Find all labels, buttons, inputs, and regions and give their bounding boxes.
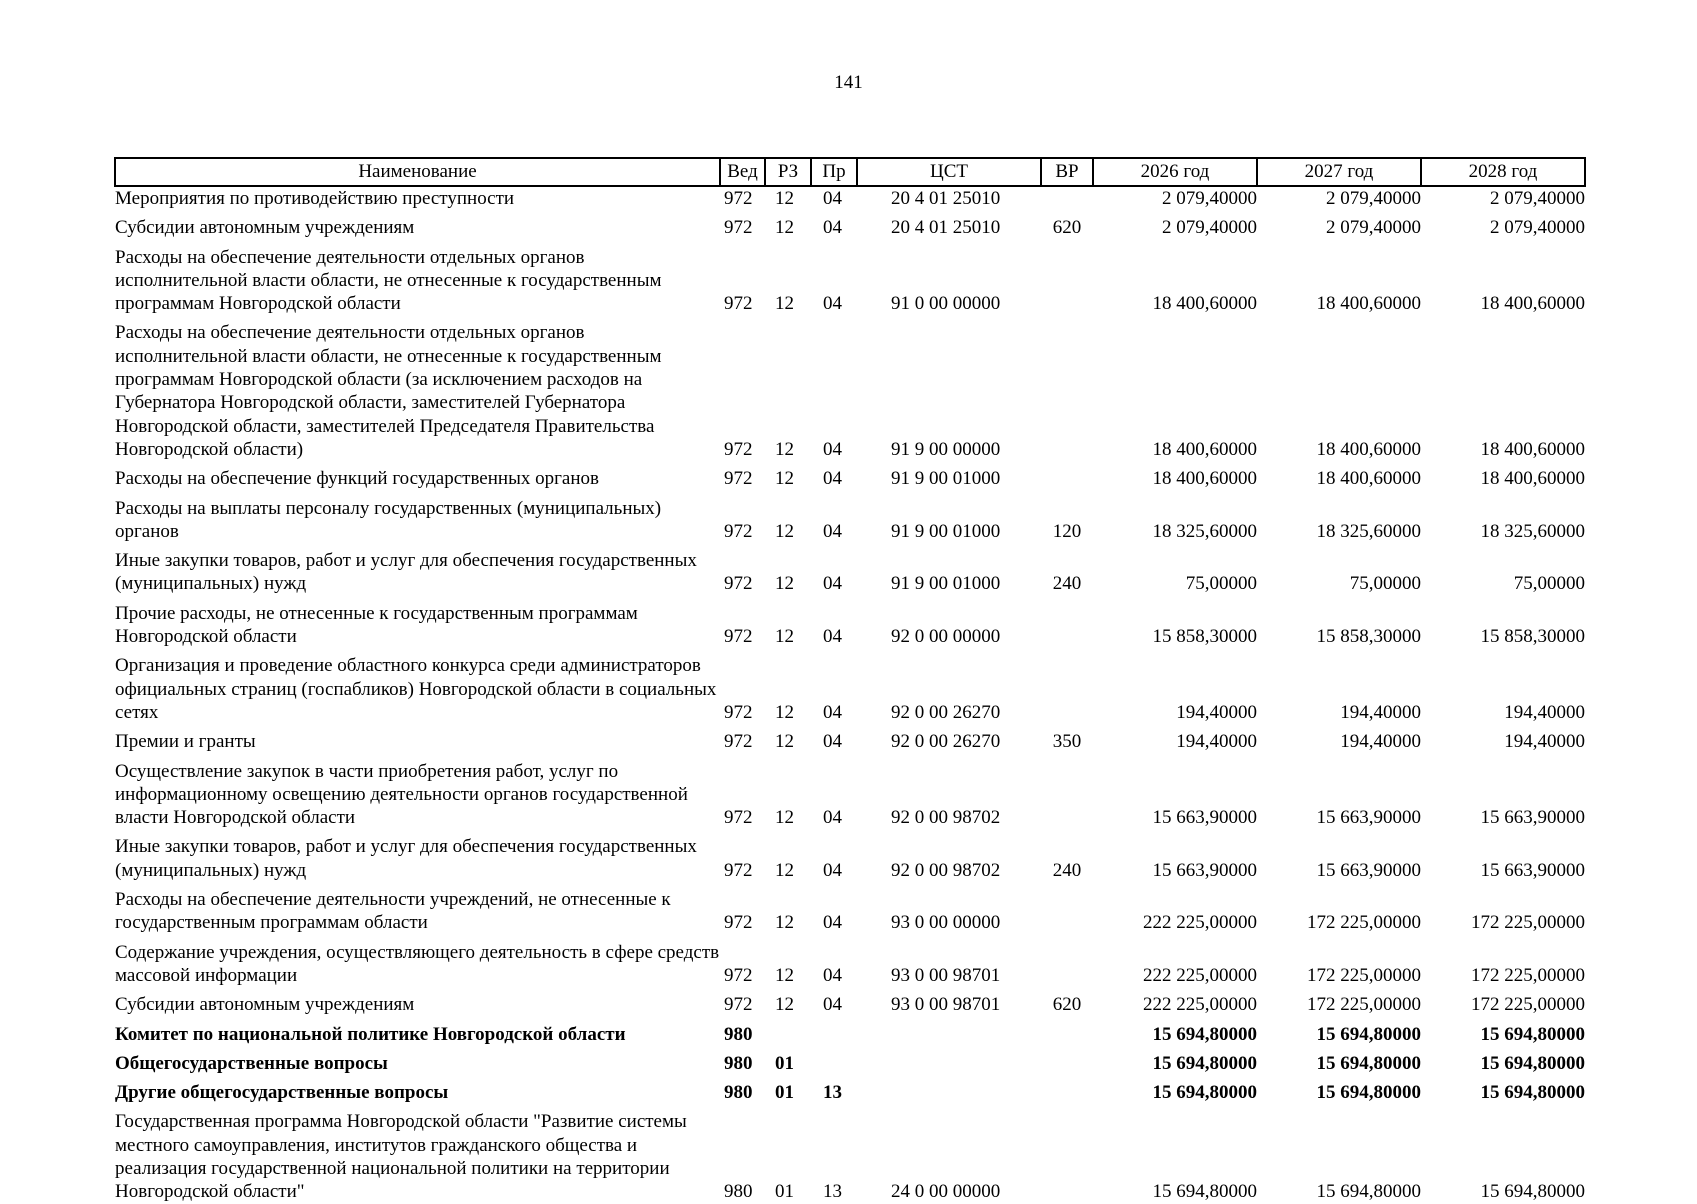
cell-cst: 92 0 00 00000 bbox=[891, 626, 1001, 648]
cell-cst bbox=[857, 1046, 1041, 1075]
cell-2026: 15 663,90000 bbox=[1152, 859, 1257, 881]
cell-2026: 2 079,40000 bbox=[1162, 188, 1257, 209]
cell-2028: 2 079,40000 bbox=[1490, 217, 1585, 239]
cell-2026: 18 400,60000 bbox=[1152, 293, 1257, 315]
table-row bbox=[115, 461, 1585, 490]
cell-vr: 240 bbox=[1052, 573, 1082, 595]
cell-rz: 12 bbox=[775, 438, 794, 460]
cell-name: Субсидии автономным учреждениям bbox=[115, 994, 415, 1016]
cell-vr: 350 bbox=[1052, 731, 1082, 753]
cell-rz: 01 bbox=[775, 1181, 794, 1203]
cell-2027: 15 694,80000 bbox=[1316, 1052, 1421, 1074]
cell-2027: 194,40000 bbox=[1340, 731, 1421, 753]
page-number: 141 bbox=[834, 72, 863, 93]
cell-pr: 04 bbox=[823, 912, 842, 934]
cell-vr bbox=[1041, 882, 1093, 935]
cell-pr: 04 bbox=[823, 293, 842, 315]
cell-rz: 12 bbox=[775, 964, 794, 986]
table-row bbox=[115, 186, 1585, 210]
cell-cst: 20 4 01 25010 bbox=[891, 188, 1001, 209]
col-header-rz: РЗ bbox=[765, 158, 811, 186]
cell-2026: 15 858,30000 bbox=[1152, 626, 1257, 648]
cell-cst: 91 0 00 00000 bbox=[891, 293, 1001, 315]
cell-2027: 172 225,00000 bbox=[1307, 964, 1421, 986]
cell-rz: 12 bbox=[775, 859, 794, 881]
cell-rz bbox=[765, 1017, 811, 1046]
cell-ved: 972 bbox=[724, 573, 753, 595]
cell-vr bbox=[1041, 935, 1093, 988]
cell-cst: 91 9 00 01000 bbox=[891, 573, 1001, 595]
cell-pr bbox=[811, 1017, 857, 1046]
cell-pr: 13 bbox=[823, 1181, 842, 1203]
cell-ved: 972 bbox=[724, 468, 753, 490]
col-header-pr: Пр bbox=[811, 158, 857, 186]
cell-ved: 972 bbox=[724, 293, 753, 315]
col-header-2027: 2027 год bbox=[1257, 158, 1421, 186]
col-header-2026: 2026 год bbox=[1093, 158, 1257, 186]
cell-2026: 222 225,00000 bbox=[1143, 994, 1257, 1016]
cell-2026: 75,00000 bbox=[1185, 573, 1257, 595]
cell-ved: 972 bbox=[724, 731, 753, 753]
cell-rz: 12 bbox=[775, 912, 794, 934]
cell-pr: 13 bbox=[823, 1082, 842, 1104]
cell-name: Расходы на обеспечение деятельности отдельных органов исполнительной власти области, не отнесенные к государственным программам Новгородской области (за исключением расходов на Губернатора Новгородской области, заместителей Губернатора Новгородской области, заместителей Председателя Правительства Новгородской области) bbox=[115, 322, 662, 460]
cell-name: Комитет по национальной политике Новгородской области bbox=[115, 1023, 626, 1045]
cell-vr bbox=[1041, 1075, 1093, 1104]
table-row bbox=[115, 882, 1585, 935]
cell-ved: 972 bbox=[724, 438, 753, 460]
cell-name: Другие общегосударственные вопросы bbox=[115, 1082, 449, 1104]
cell-2028: 15 694,80000 bbox=[1480, 1023, 1585, 1045]
cell-cst: 92 0 00 26270 bbox=[891, 701, 1001, 723]
cell-ved: 980 bbox=[724, 1082, 753, 1104]
table-row bbox=[115, 491, 1585, 544]
table-row bbox=[115, 315, 1585, 461]
cell-cst: 93 0 00 00000 bbox=[891, 912, 1001, 934]
cell-2027: 15 663,90000 bbox=[1316, 859, 1421, 881]
cell-pr: 04 bbox=[823, 964, 842, 986]
cell-2026: 18 325,60000 bbox=[1152, 520, 1257, 542]
cell-rz: 12 bbox=[775, 468, 794, 490]
cell-vr bbox=[1041, 240, 1093, 316]
table-row bbox=[115, 648, 1585, 724]
cell-2027: 18 400,60000 bbox=[1316, 438, 1421, 460]
cell-2027: 15 694,80000 bbox=[1316, 1181, 1421, 1203]
cell-pr: 04 bbox=[823, 520, 842, 542]
cell-name: Иные закупки товаров, работ и услуг для обеспечения государственных (муниципальных) нужд bbox=[115, 836, 697, 881]
cell-cst bbox=[857, 1075, 1041, 1104]
cell-rz: 01 bbox=[775, 1082, 794, 1104]
cell-pr: 04 bbox=[823, 731, 842, 753]
cell-2026: 15 694,80000 bbox=[1152, 1052, 1257, 1074]
table-row bbox=[115, 1075, 1585, 1104]
cell-rz: 12 bbox=[775, 994, 794, 1016]
cell-2026: 18 400,60000 bbox=[1152, 438, 1257, 460]
cell-rz: 12 bbox=[775, 573, 794, 595]
cell-2028: 15 663,90000 bbox=[1480, 859, 1585, 881]
cell-ved: 972 bbox=[724, 807, 753, 829]
cell-name: Субсидии автономным учреждениям bbox=[115, 217, 415, 239]
table-row bbox=[115, 1104, 1585, 1203]
cell-rz: 12 bbox=[775, 217, 794, 239]
cell-2028: 172 225,00000 bbox=[1471, 994, 1585, 1016]
cell-2027: 75,00000 bbox=[1349, 573, 1421, 595]
cell-ved: 972 bbox=[724, 520, 753, 542]
cell-vr bbox=[1041, 1046, 1093, 1075]
table-row bbox=[115, 210, 1585, 239]
cell-ved: 972 bbox=[724, 994, 753, 1016]
cell-2026: 15 694,80000 bbox=[1152, 1181, 1257, 1203]
cell-2028: 18 325,60000 bbox=[1480, 520, 1585, 542]
cell-name: Осуществление закупок в части приобретения работ, услуг по информационному освещению деятельности органов государственной власти Новгородской области bbox=[115, 760, 688, 829]
cell-pr: 04 bbox=[823, 188, 842, 209]
cell-cst: 92 0 00 98702 bbox=[891, 807, 1001, 829]
cell-2026: 15 663,90000 bbox=[1152, 807, 1257, 829]
cell-name: Содержание учреждения, осуществляющего деятельность в сфере средств массовой информации bbox=[115, 941, 720, 986]
cell-ved: 972 bbox=[724, 912, 753, 934]
cell-ved: 980 bbox=[724, 1023, 753, 1045]
cell-vr bbox=[1041, 648, 1093, 724]
cell-2028: 15 663,90000 bbox=[1480, 807, 1585, 829]
cell-2028: 18 400,60000 bbox=[1480, 293, 1585, 315]
cell-2028: 194,40000 bbox=[1504, 731, 1585, 753]
cell-2028: 15 694,80000 bbox=[1480, 1052, 1585, 1074]
cell-name: Иные закупки товаров, работ и услуг для обеспечения государственных (муниципальных) нужд bbox=[115, 550, 697, 595]
col-header-ved: Вед bbox=[720, 158, 765, 186]
cell-2026: 2 079,40000 bbox=[1162, 217, 1257, 239]
cell-ved: 980 bbox=[724, 1181, 753, 1203]
table-row bbox=[115, 987, 1585, 1016]
cell-2028: 15 858,30000 bbox=[1480, 626, 1585, 648]
cell-ved: 972 bbox=[724, 188, 753, 209]
cell-name: Расходы на обеспечение функций государственных органов bbox=[115, 468, 599, 490]
cell-rz: 12 bbox=[775, 807, 794, 829]
table-row bbox=[115, 1046, 1585, 1075]
cell-rz: 12 bbox=[775, 293, 794, 315]
cell-cst: 20 4 01 25010 bbox=[891, 217, 1001, 239]
cell-2026: 15 694,80000 bbox=[1152, 1023, 1257, 1045]
cell-pr: 04 bbox=[823, 468, 842, 490]
cell-2028: 172 225,00000 bbox=[1471, 912, 1585, 934]
cell-2028: 75,00000 bbox=[1513, 573, 1585, 595]
cell-name: Организация и проведение областного конкурса среди администраторов официальных страниц (госпабликов) Новгородской области в социальных сетях bbox=[115, 655, 717, 723]
cell-ved: 972 bbox=[724, 701, 753, 723]
cell-2026: 18 400,60000 bbox=[1152, 468, 1257, 490]
cell-rz: 12 bbox=[775, 188, 794, 209]
table-row bbox=[115, 724, 1585, 753]
cell-2026: 194,40000 bbox=[1176, 731, 1257, 753]
col-header-name: Наименование bbox=[115, 158, 720, 186]
table-header-row bbox=[115, 158, 1585, 186]
cell-2027: 15 694,80000 bbox=[1316, 1082, 1421, 1104]
cell-2028: 2 079,40000 bbox=[1490, 188, 1585, 209]
cell-vr: 620 bbox=[1052, 217, 1082, 239]
table-row bbox=[115, 829, 1585, 882]
cell-pr: 04 bbox=[823, 807, 842, 829]
cell-2028: 172 225,00000 bbox=[1471, 964, 1585, 986]
cell-pr: 04 bbox=[823, 859, 842, 881]
cell-pr: 04 bbox=[823, 438, 842, 460]
cell-pr bbox=[811, 1046, 857, 1075]
cell-name: Расходы на обеспечение деятельности учреждений, не отнесенные к государственным программам области bbox=[115, 889, 671, 934]
cell-2026: 222 225,00000 bbox=[1143, 912, 1257, 934]
cell-2027: 18 325,60000 bbox=[1316, 520, 1421, 542]
cell-rz: 12 bbox=[775, 731, 794, 753]
cell-rz: 12 bbox=[775, 626, 794, 648]
table-row bbox=[115, 596, 1585, 649]
cell-vr bbox=[1041, 186, 1093, 210]
cell-2027: 18 400,60000 bbox=[1316, 468, 1421, 490]
cell-2027: 15 694,80000 bbox=[1316, 1023, 1421, 1045]
col-header-vr: ВР bbox=[1041, 158, 1093, 186]
cell-ved: 972 bbox=[724, 964, 753, 986]
cell-name: Государственная программа Новгородской области "Развитие системы местного самоуправления, институтов гражданского общества и реализация государственной национальной политики на территории Новгородской области" bbox=[115, 1111, 687, 1203]
table-row bbox=[115, 240, 1585, 316]
cell-2028: 18 400,60000 bbox=[1480, 438, 1585, 460]
cell-cst: 24 0 00 00000 bbox=[891, 1181, 1001, 1203]
cell-2027: 172 225,00000 bbox=[1307, 994, 1421, 1016]
cell-2026: 194,40000 bbox=[1176, 701, 1257, 723]
cell-2027: 15 858,30000 bbox=[1316, 626, 1421, 648]
cell-ved: 972 bbox=[724, 626, 753, 648]
cell-cst bbox=[857, 1017, 1041, 1046]
table-row bbox=[115, 754, 1585, 830]
cell-2027: 194,40000 bbox=[1340, 701, 1421, 723]
cell-ved: 972 bbox=[724, 217, 753, 239]
col-header-2028: 2028 год bbox=[1421, 158, 1585, 186]
table-body bbox=[115, 186, 1585, 1204]
table-row bbox=[115, 935, 1585, 988]
cell-name: Премии и гранты bbox=[115, 731, 256, 753]
col-header-cst: ЦСТ bbox=[857, 158, 1041, 186]
cell-2028: 15 694,80000 bbox=[1480, 1181, 1585, 1203]
cell-ved: 980 bbox=[724, 1052, 753, 1074]
cell-vr bbox=[1041, 1104, 1093, 1203]
cell-2026: 222 225,00000 bbox=[1143, 964, 1257, 986]
cell-2027: 2 079,40000 bbox=[1326, 188, 1421, 209]
cell-2028: 18 400,60000 bbox=[1480, 468, 1585, 490]
cell-pr: 04 bbox=[823, 626, 842, 648]
cell-2026: 15 694,80000 bbox=[1152, 1082, 1257, 1104]
table-row bbox=[115, 543, 1585, 596]
cell-rz: 12 bbox=[775, 520, 794, 542]
cell-2027: 172 225,00000 bbox=[1307, 912, 1421, 934]
cell-2027: 2 079,40000 bbox=[1326, 217, 1421, 239]
cell-pr: 04 bbox=[823, 217, 842, 239]
cell-name: Мероприятия по противодействию преступности bbox=[115, 188, 515, 209]
cell-cst: 92 0 00 26270 bbox=[891, 731, 1001, 753]
cell-cst: 91 9 00 01000 bbox=[891, 468, 1001, 490]
cell-vr bbox=[1041, 754, 1093, 830]
cell-2028: 15 694,80000 bbox=[1480, 1082, 1585, 1104]
cell-2028: 194,40000 bbox=[1504, 701, 1585, 723]
cell-rz: 12 bbox=[775, 701, 794, 723]
cell-vr bbox=[1041, 596, 1093, 649]
cell-vr: 240 bbox=[1052, 859, 1082, 881]
cell-pr: 04 bbox=[823, 701, 842, 723]
cell-vr bbox=[1041, 315, 1093, 461]
cell-name: Прочие расходы, не отнесенные к государственным программам Новгородской области bbox=[115, 602, 638, 648]
cell-cst: 91 9 00 01000 bbox=[891, 520, 1001, 542]
table-row bbox=[115, 1017, 1585, 1046]
cell-ved: 972 bbox=[724, 859, 753, 881]
cell-cst: 93 0 00 98701 bbox=[891, 994, 1001, 1016]
cell-vr: 620 bbox=[1052, 994, 1082, 1016]
budget-table bbox=[114, 157, 1586, 1204]
cell-2027: 18 400,60000 bbox=[1316, 293, 1421, 315]
cell-name: Расходы на выплаты персоналу государственных (муниципальных) органов bbox=[115, 497, 662, 542]
cell-name: Общегосударственные вопросы bbox=[115, 1052, 388, 1074]
cell-pr: 04 bbox=[823, 573, 842, 595]
cell-pr: 04 bbox=[823, 994, 842, 1016]
cell-cst: 91 9 00 00000 bbox=[891, 438, 1001, 460]
cell-vr bbox=[1041, 461, 1093, 490]
cell-cst: 93 0 00 98701 bbox=[891, 964, 1001, 986]
cell-name: Расходы на обеспечение деятельности отдельных органов исполнительной власти области, не отнесенные к государственным программам Новгородской области bbox=[115, 246, 662, 315]
cell-vr: 120 bbox=[1052, 520, 1082, 542]
cell-vr bbox=[1041, 1017, 1093, 1046]
cell-rz: 01 bbox=[775, 1052, 794, 1074]
cell-2027: 15 663,90000 bbox=[1316, 807, 1421, 829]
cell-cst: 92 0 00 98702 bbox=[891, 859, 1001, 881]
